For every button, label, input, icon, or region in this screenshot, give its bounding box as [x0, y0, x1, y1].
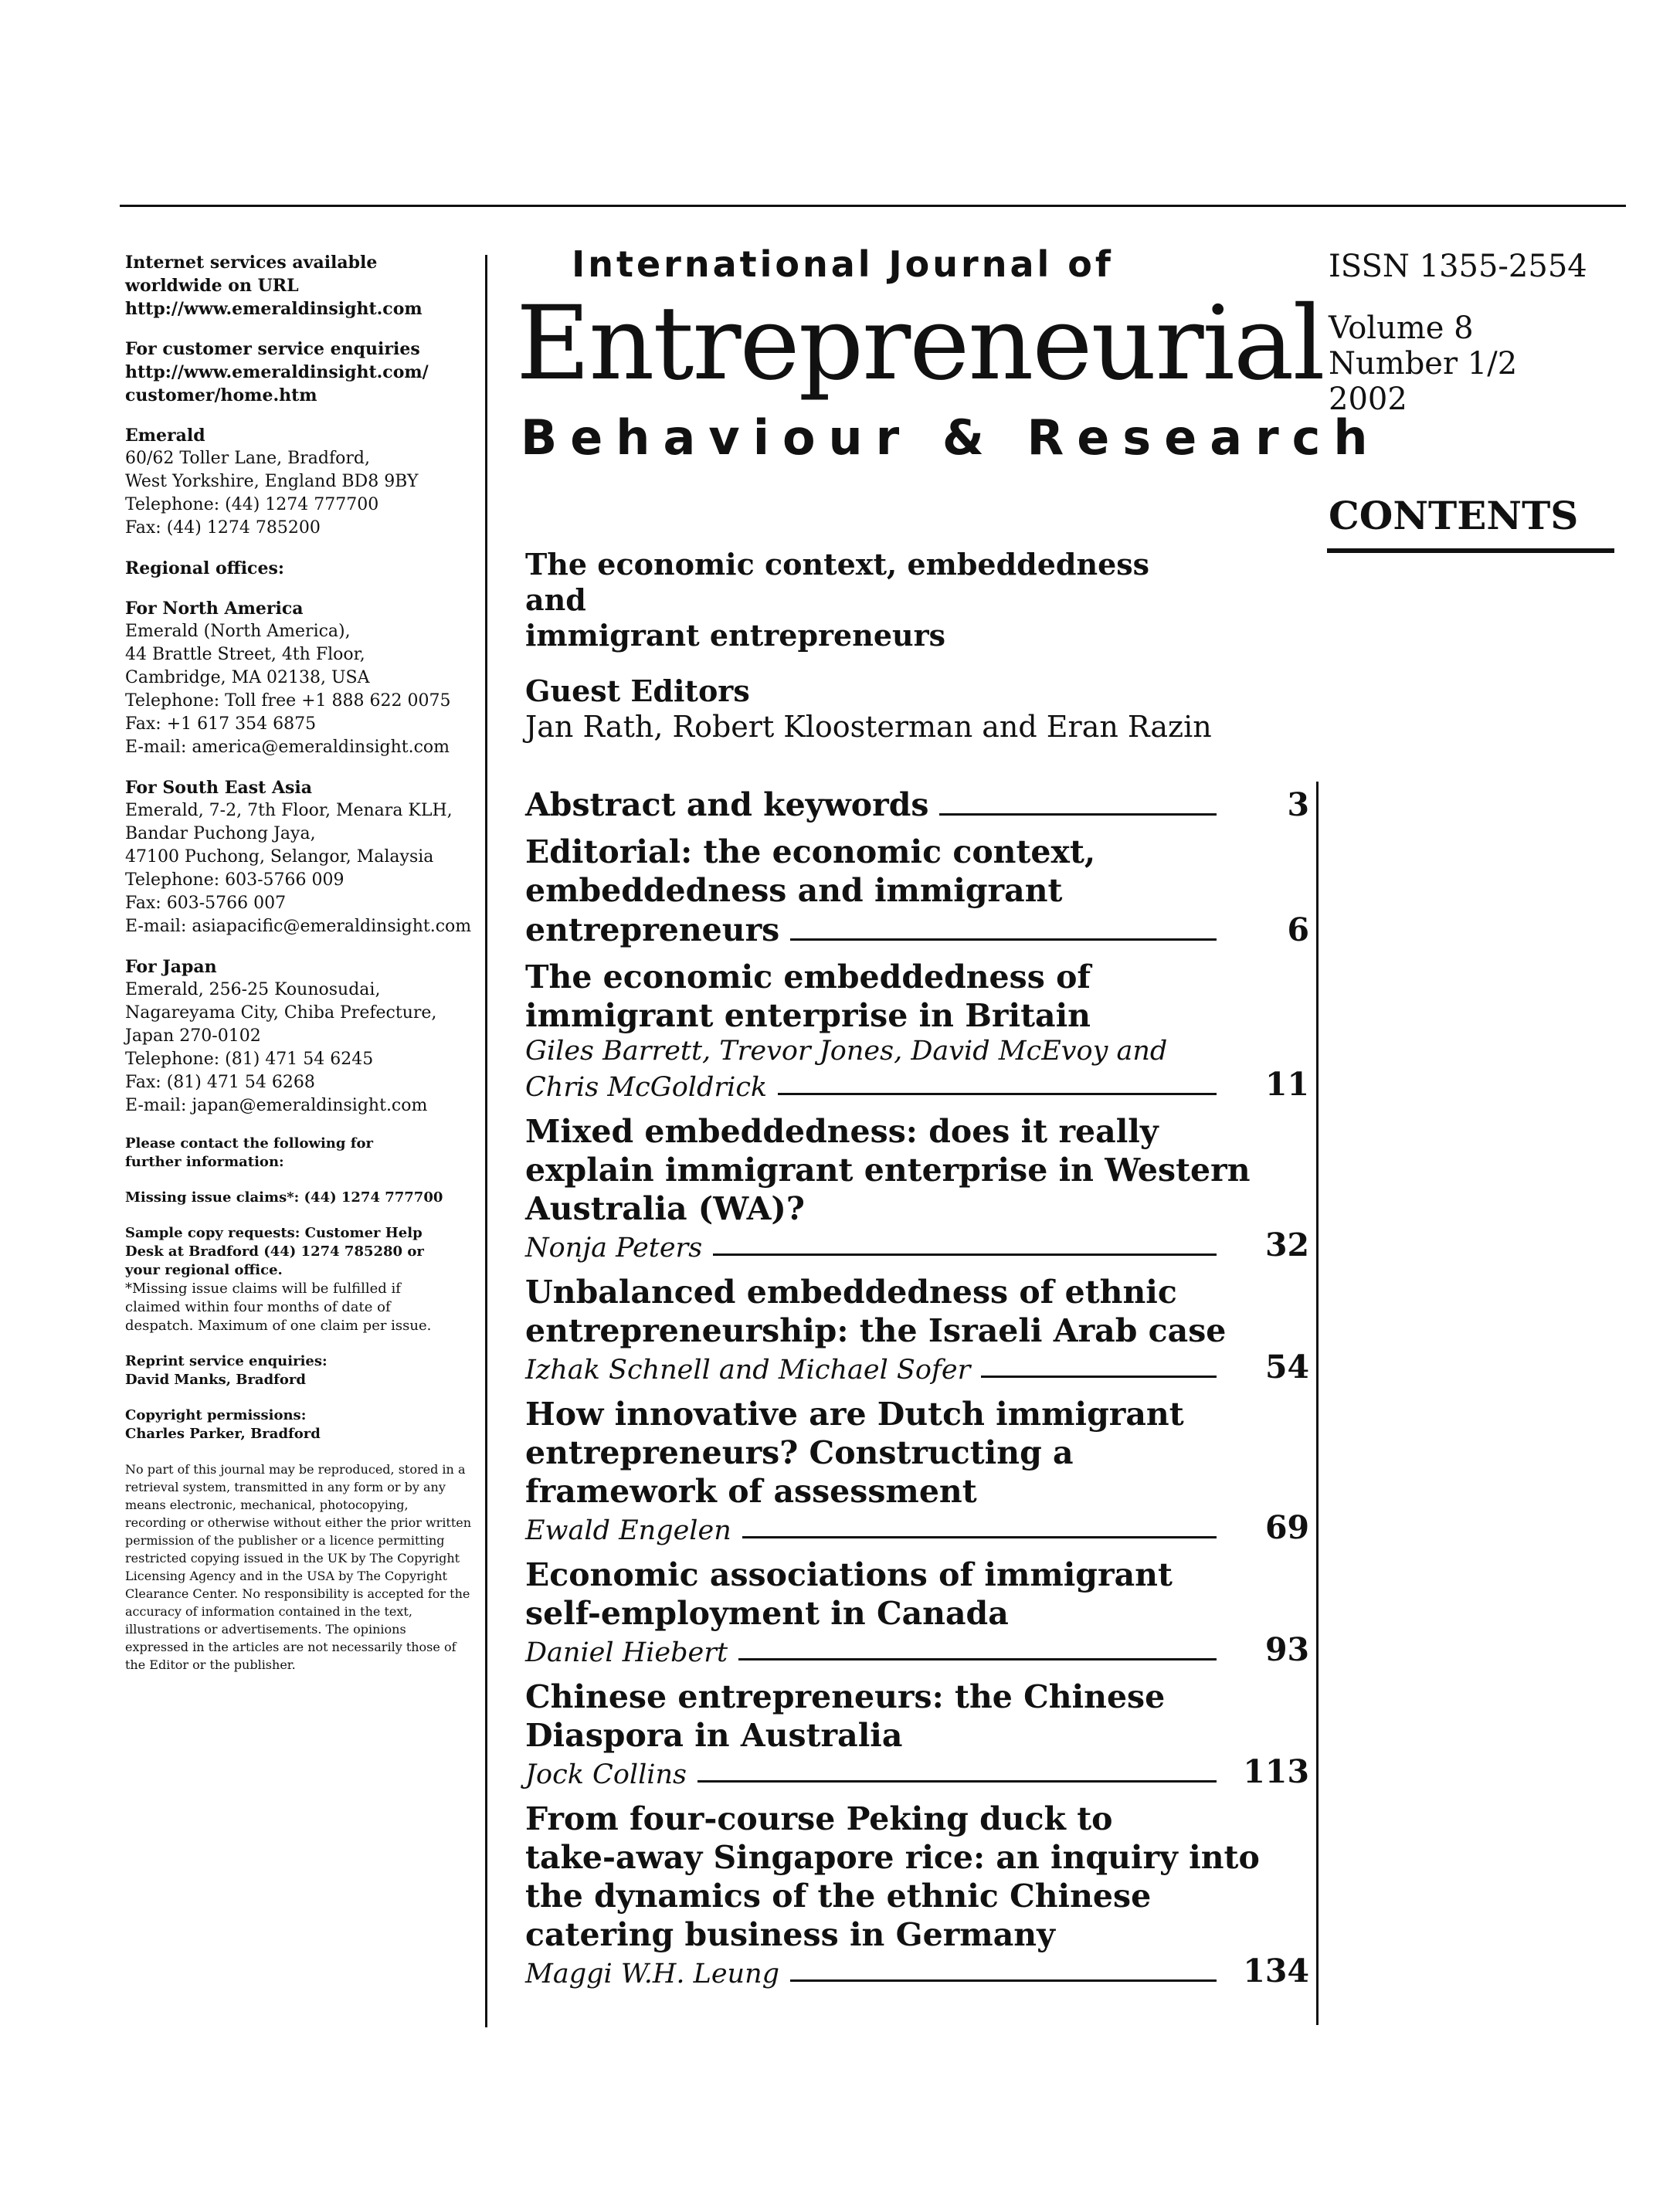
- toc-entry[interactable]: [525, 1677, 1309, 1790]
- info-line: Telephone: 603-5766 009: [125, 870, 344, 890]
- publisher-info-column: [125, 251, 477, 1691]
- copyright-line: permission of the publisher or a licence permitting: [125, 1533, 445, 1548]
- copyright-line: retrieval system, transmitted in any form or by any: [125, 1480, 446, 1494]
- toc-page-row: [525, 1633, 1309, 1668]
- info-heading-line: For customer service enquiries: [125, 339, 420, 359]
- info-line: 60/62 Toller Lane, Bradford,: [125, 449, 370, 468]
- issue-theme: [525, 547, 1220, 745]
- toc-author: Jock Collins: [525, 1759, 687, 1790]
- info-heading-line: Reprint service enquiries:: [125, 1353, 328, 1369]
- info-line: Fax: (44) 1274 785200: [125, 518, 321, 538]
- toc-entry[interactable]: [525, 958, 1309, 1103]
- toc-leader-line: [738, 1658, 1217, 1661]
- toc-entry[interactable]: [525, 1800, 1309, 1990]
- toc-title-line: entrepreneurs? Constructing a: [525, 1434, 1074, 1471]
- toc-title-line: Economic associations of immigrant: [525, 1556, 1173, 1593]
- toc-title-line: Chinese entrepreneurs: the Chinese: [525, 1678, 1166, 1715]
- toc-page-row: [525, 1350, 1309, 1386]
- info-block: [125, 1135, 477, 1172]
- copyright-line: expressed in the articles are not necessarily those of: [125, 1640, 456, 1654]
- theme-title-line: immigrant entrepreneurs: [525, 618, 946, 653]
- toc-page-row: [525, 1755, 1309, 1790]
- toc-page-number: 32: [1264, 1226, 1309, 1264]
- copyright-line: recording or otherwise without either the prior written: [125, 1515, 472, 1530]
- issue-info: [1329, 249, 1638, 417]
- info-heading-line: Internet services available: [125, 253, 378, 273]
- info-line: despatch. Maximum of one claim per issue.: [125, 1318, 432, 1334]
- toc-page-row: [525, 1954, 1309, 1990]
- info-line: Bandar Puchong Jaya,: [125, 824, 316, 843]
- toc-divider: [1316, 782, 1319, 2025]
- info-line: claimed within four months of date of: [125, 1299, 391, 1315]
- info-heading-line: Sample copy requests: Customer Help: [125, 1225, 423, 1241]
- toc-author: Izhak Schnell and Michael Sofer: [525, 1355, 971, 1386]
- info-line: E-mail: asiapacific@emeraldinsight.com: [125, 917, 472, 936]
- masthead-main-title: Entrepreneurial: [516, 284, 1324, 403]
- info-line: Fax: 603-5766 007: [125, 894, 287, 913]
- toc-author: Maggi W.H. Leung: [525, 1959, 780, 1990]
- toc-entry[interactable]: [525, 1112, 1309, 1264]
- toc-title-line: entrepreneurs: [525, 911, 780, 948]
- toc-page-number: 69: [1264, 1509, 1309, 1546]
- toc-page-number: 6: [1287, 911, 1309, 948]
- toc-page-row: [525, 1228, 1309, 1264]
- toc-title-line: embeddedness and immigrant: [525, 872, 1063, 909]
- info-line: Telephone: (44) 1274 777700: [125, 495, 379, 514]
- toc-author: Chris McGoldrick: [525, 1072, 768, 1103]
- toc-page-row: [525, 910, 1309, 948]
- toc-leader-line: [742, 1536, 1217, 1538]
- info-heading-line: worldwide on URL: [125, 276, 299, 296]
- toc-title-line: self-employment in Canada: [525, 1595, 1009, 1632]
- toc-title-line: catering business in Germany: [525, 1916, 1055, 1953]
- copyright-notice: [125, 1460, 477, 1674]
- year: 2002: [1329, 382, 1407, 417]
- info-heading-line: Regional offices:: [125, 558, 284, 578]
- info-heading-line: http://www.emeraldinsight.com/: [125, 362, 429, 382]
- toc-author: Nonja Peters: [525, 1233, 703, 1264]
- info-block: [125, 1189, 477, 1207]
- toc-title-line: the dynamics of the ethnic Chinese: [525, 1878, 1152, 1915]
- info-line: Emerald (North America),: [125, 622, 351, 641]
- toc-leader-line: [697, 1780, 1217, 1783]
- info-block: [125, 776, 477, 938]
- info-block: [125, 597, 477, 759]
- copyright-line: accuracy of information contained in the text,: [125, 1604, 412, 1619]
- toc-page-number: 93: [1264, 1631, 1309, 1668]
- info-heading-line: For South East Asia: [125, 778, 313, 798]
- toc-title-line: Australia (WA)?: [525, 1190, 805, 1227]
- info-heading-line: David Manks, Bradford: [125, 1372, 306, 1388]
- copyright-line: the Editor or the publisher.: [125, 1657, 296, 1672]
- table-of-contents: [525, 785, 1309, 1999]
- toc-title-line: Editorial: the economic context,: [525, 833, 1096, 870]
- info-line: Telephone: Toll free +1 888 622 0075: [125, 691, 451, 711]
- toc-author: Ewald Engelen: [525, 1515, 731, 1546]
- toc-entry[interactable]: [525, 1395, 1309, 1546]
- info-line: West Yorkshire, England BD8 9BY: [125, 472, 419, 491]
- copyright-line: Licensing Agency and in the USA by The Copyright: [125, 1569, 447, 1583]
- info-heading-line: Emerald: [125, 426, 205, 446]
- masthead-bottom-line: Behaviour & Research: [521, 409, 1381, 466]
- guest-editors-label: Guest Editors: [525, 673, 750, 708]
- info-line: Emerald, 256-25 Kounosudai,: [125, 980, 381, 999]
- copyright-line: means electronic, mechanical, photocopying,: [125, 1498, 409, 1512]
- toc-leader-line: [981, 1376, 1217, 1378]
- contents-rule: [1327, 548, 1614, 553]
- info-line: Telephone: (81) 471 54 6245: [125, 1050, 374, 1069]
- toc-title-line: The economic embeddedness of: [525, 958, 1091, 996]
- info-block: [125, 1352, 477, 1389]
- info-line: 47100 Puchong, Selangor, Malaysia: [125, 847, 434, 867]
- toc-page-row: [525, 785, 1309, 823]
- toc-page-number: 54: [1264, 1348, 1309, 1386]
- copyright-line: Clearance Center. No responsibility is accepted for the: [125, 1586, 470, 1601]
- toc-entry[interactable]: [525, 833, 1309, 948]
- info-heading-line: Desk at Bradford (44) 1274 785280 or: [125, 1243, 424, 1260]
- toc-entry[interactable]: [525, 785, 1309, 823]
- copyright-line: No part of this journal may be reproduced, stored in a: [125, 1462, 466, 1477]
- info-block: [125, 424, 477, 540]
- toc-leader-line: [778, 1093, 1217, 1095]
- toc-title-line: take-away Singapore rice: an inquiry into: [525, 1839, 1260, 1876]
- info-line: Emerald, 7-2, 7th Floor, Menara KLH,: [125, 801, 453, 820]
- toc-leader-line: [939, 813, 1217, 816]
- info-line: Japan 270-0102: [125, 1026, 261, 1046]
- info-line: Fax: +1 617 354 6875: [125, 714, 317, 734]
- toc-page-number: 11: [1264, 1066, 1309, 1103]
- info-block: [125, 251, 477, 321]
- copyright-line: illustrations or advertisements. The opinions: [125, 1622, 406, 1637]
- toc-entry[interactable]: [525, 1273, 1309, 1386]
- toc-leader-line: [790, 1979, 1217, 1982]
- copyright-line: restricted copying issued in the UK by The Copyright: [125, 1551, 460, 1566]
- toc-title-line: explain immigrant enterprise in Western: [525, 1152, 1251, 1189]
- info-block: [125, 1406, 477, 1443]
- toc-page-row: [525, 1511, 1309, 1546]
- toc-title-line: How innovative are Dutch immigrant: [525, 1396, 1184, 1433]
- contents-heading: CONTENTS: [1329, 493, 1579, 538]
- info-heading-line: your regional office.: [125, 1262, 283, 1278]
- theme-title-line: The economic context, embeddedness and: [525, 547, 1150, 617]
- info-heading-line: http://www.emeraldinsight.com: [125, 299, 423, 319]
- info-line: 44 Brattle Street, 4th Floor,: [125, 645, 365, 664]
- toc-title-line: Mixed embeddedness: does it really: [525, 1113, 1159, 1150]
- info-line: Nagareyama City, Chiba Prefecture,: [125, 1003, 437, 1023]
- toc-title-line: framework of assessment: [525, 1473, 977, 1510]
- info-block: [125, 338, 477, 407]
- toc-author-line: Giles Barrett, Trevor Jones, David McEvoy and: [525, 1036, 1168, 1067]
- info-heading-line: further information:: [125, 1154, 284, 1170]
- toc-title-line: entrepreneurship: the Israeli Arab case: [525, 1312, 1227, 1349]
- toc-author: Daniel Hiebert: [525, 1637, 728, 1668]
- issn: ISSN 1355-2554: [1329, 249, 1587, 284]
- info-line: Fax: (81) 471 54 6268: [125, 1073, 315, 1092]
- column-divider: [485, 255, 487, 2027]
- top-rule: [120, 205, 1626, 207]
- info-line: E-mail: japan@emeraldinsight.com: [125, 1096, 428, 1115]
- toc-leader-line: [790, 938, 1217, 941]
- info-block: [125, 557, 477, 580]
- toc-page-number: 134: [1243, 1952, 1309, 1990]
- masthead-top-line: International Journal of: [572, 243, 1114, 285]
- info-heading-line: For North America: [125, 599, 304, 619]
- toc-page-number: 3: [1287, 786, 1309, 823]
- info-heading-line: Copyright permissions:: [125, 1407, 307, 1423]
- info-heading-line: Please contact the following for: [125, 1135, 373, 1152]
- info-line: *Missing issue claims will be fulfilled if: [125, 1281, 401, 1297]
- info-heading-line: customer/home.htm: [125, 385, 317, 405]
- volume: Volume 8: [1329, 310, 1474, 346]
- info-line: E-mail: america@emeraldinsight.com: [125, 738, 450, 757]
- info-heading-line: Missing issue claims*: (44) 1274 777700: [125, 1189, 443, 1206]
- toc-title-line: From four-course Peking duck to: [525, 1800, 1113, 1837]
- toc-page-number: 113: [1243, 1753, 1309, 1790]
- toc-entry[interactable]: [525, 1555, 1309, 1668]
- info-heading-line: Charles Parker, Bradford: [125, 1426, 321, 1442]
- toc-leader-line: [713, 1253, 1217, 1256]
- info-block: [125, 955, 477, 1118]
- toc-page-row: [525, 1067, 1309, 1103]
- guest-editors-names: Jan Rath, Robert Kloosterman and Eran Razin: [525, 710, 1212, 744]
- toc-title-line: Abstract and keywords: [525, 786, 929, 823]
- toc-title-line: Diaspora in Australia: [525, 1717, 903, 1754]
- info-block: [125, 1224, 477, 1335]
- toc-title-line: Unbalanced embeddedness of ethnic: [525, 1274, 1177, 1311]
- number: Number 1/2: [1329, 346, 1518, 382]
- info-heading-line: For Japan: [125, 957, 217, 977]
- toc-title-line: immigrant enterprise in Britain: [525, 997, 1091, 1034]
- info-line: Cambridge, MA 02138, USA: [125, 668, 370, 687]
